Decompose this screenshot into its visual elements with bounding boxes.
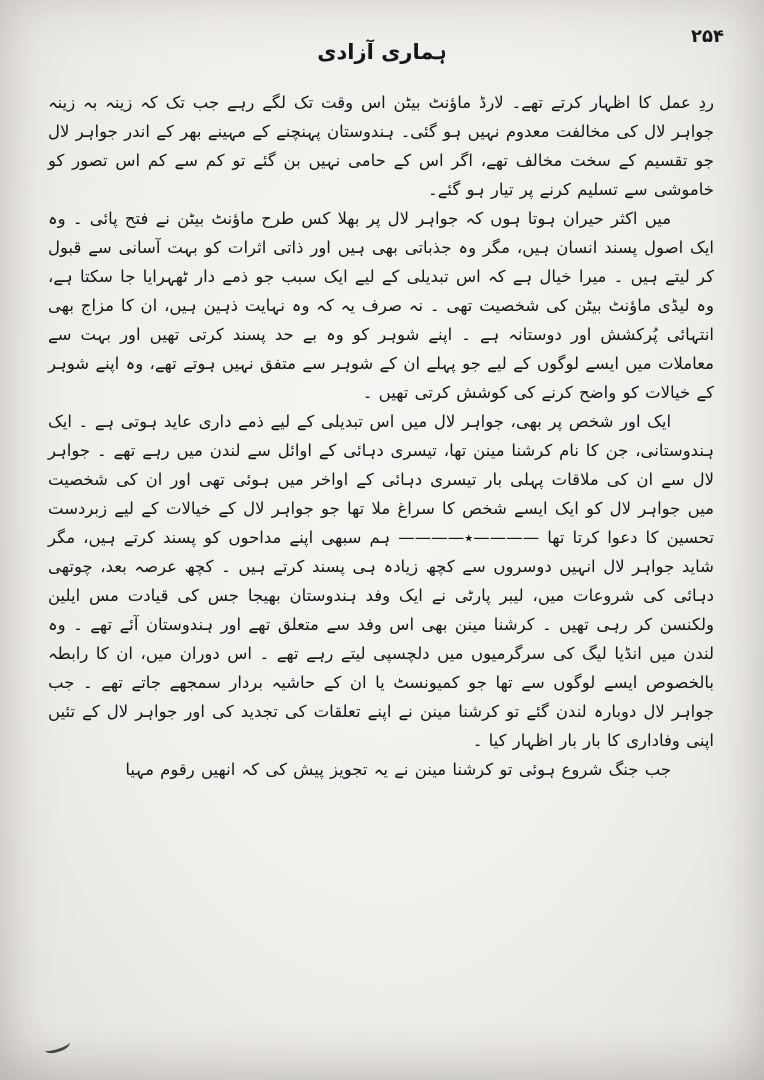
- paragraph-1: ردِ عمل کا اظہار کرتے تھے۔ لارڈ ماؤنٹ بیٹن اس وقت تک لگے رہے جب تک کہ زینہ بہ زینہ جواہر لال کی مخالفت معدوم نہیں ہو گئی۔ ہندوستان پہنچنے کے مہینے بھر کے اندر جواہر لال جو تقسیم کے سخت مخالف تھے، اگر اس کے حامی نہیں بن گئے تو کم سے کم اس تصور کو خاموشی سے تسلیم کرنے پر تیار ہو گئے۔: [48, 93, 714, 199]
- page-text-body: [48, 88, 714, 1020]
- paragraph-4: جب جنگ شروع ہوئی تو کرشنا مینن نے یہ تجویز پیش کی کہ انھیں رقوم مہیا: [125, 760, 672, 779]
- page-number: ۲۵۴: [691, 26, 724, 47]
- paragraph-3: ایک اور شخص پر بھی، جواہر لال میں اس تبدیلی کے لیے ذمے داری عاید ہوتی ہے ۔ ایک ہندوستانی، جن کا نام کرشنا مینن تھا، تیسری دہائی کے اوائل سے لندن میں رہے تھے ۔ جواہر لال سے ان کی ملاقات پہلی بار تیسری دہائی کے اواخر میں ہوئی تھی اور ان کی شخصیت میں جواہر لال کو ایک ایسے شخص کا سراغ ملا تھا جو جواہر لال کے خیالات کے لیے زبردست تحسین کا دعوا کرتا تھا ————٭———— ہم سبھی اپنے مداحوں کو پسند کرتے ہیں، مگر شاید جواہر لال انہیں دوسروں سے کچھ زیادہ ہی پسند کرتے ہیں ۔ کچھ عرصہ بعد، چوتھی دہائی کی شروعات میں، لیبر پارٹی نے ایک وفد ہندوستان بھیجا جس کی قیادت مس ایلین ولکنسن کر رہی تھیں ۔ کرشنا مینن بھی اس وفد سے متعلق تھے اور ہندوستان آئے تھے ۔ وہ لندن میں انڈیا لیگ کی سرگرمیوں میں دلچسپی لیتے رہے تھے ۔ اس دوران میں، ان کا رابطہ بالخصوص ایسے لوگوں سے تھا جو کمیونسٹ یا ان کے حاشیہ بردار سمجھے جاتے تھے ۔ جب جواہر لال دوبارہ لندن گئے تو کرشنا مینن نے اپنے تعلقات کی تجدید کی اور جواہر لال کے تئیں اپنی وفاداری کا بار بار اظہار کیا ۔: [48, 412, 714, 750]
- page-header: [0, 26, 764, 74]
- scan-ink-artifact: [43, 1035, 72, 1055]
- book-title: ہماری آزادی: [317, 40, 447, 64]
- paragraph-2: میں اکثر حیران ہوتا ہوں کہ جواہر لال پر بھلا کس طرح ماؤنٹ بیٹن نے فتح پائی ۔ وہ ایک اصول پسند انسان ہیں، مگر وہ جذباتی بھی ہیں اور ذاتی اثرات کو بہت آسانی سے قبول کر لیتے ہیں ۔ میرا خیال ہے کہ اس تبدیلی کے لیے ایک سبب جو ذمے دار ٹھہرایا جا سکتا ہے، وہ لیڈی ماؤنٹ بیٹن کی شخصیت تھی ۔ نہ صرف یہ کہ وہ نہایت ذہین ہیں، ان کا مزاج بھی انتہائی پُرکشش اور دوستانہ ہے ۔ اپنے شوہر کو وہ بے حد پسند کرتی تھیں اور بہت سے معاملات میں ایسے لوگوں کے لیے جو پہلے ان کے شوہر سے متفق نہیں ہوتے تھے، وہ اپنے شوہر کے خیالات کو واضح کرنے کی کوشش کرتی تھیں ۔: [48, 209, 714, 402]
